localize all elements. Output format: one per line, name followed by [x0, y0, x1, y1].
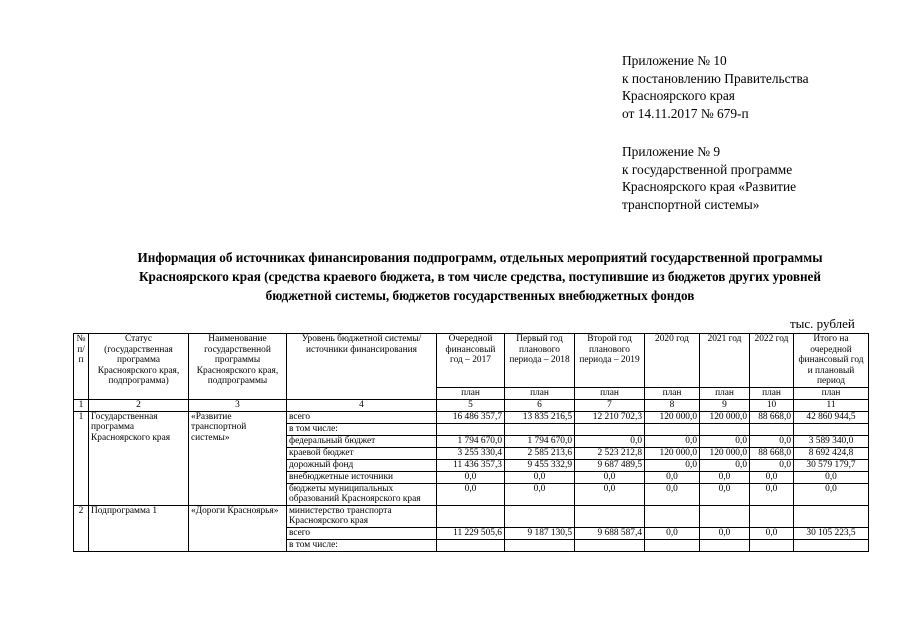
- column-number: 5: [437, 399, 505, 411]
- row-level: краевой бюджет: [287, 447, 437, 459]
- row-level: внебюджетные источники: [287, 471, 437, 483]
- row-level: министерство транспорта Красноярского края: [287, 505, 437, 527]
- document-title: [40, 248, 905, 305]
- header-2020: 2020 год: [645, 334, 700, 388]
- value-total: 8 692 424,8: [794, 447, 869, 459]
- row-status: Государственная программа Красноярского края: [89, 411, 189, 505]
- value-total: [794, 505, 869, 527]
- value-2021: 0,0: [700, 471, 750, 483]
- header-plan: план: [700, 387, 750, 399]
- value-2019: 0,0: [575, 471, 645, 483]
- header-level: Уровень бюджетной системы/ источники финансирования: [287, 334, 437, 400]
- column-number: 10: [750, 399, 794, 411]
- row-number: 2: [74, 505, 89, 551]
- appendix-9-line: Приложение № 9: [622, 144, 721, 159]
- appendix-10-line: к постановлению Правительства: [622, 70, 809, 86]
- value-2021: [700, 539, 750, 551]
- appendix-9-line: к государственной программе: [622, 161, 793, 177]
- value-2021: 0,0: [700, 527, 750, 539]
- value-2022: 0,0: [750, 435, 794, 447]
- value-2020: [645, 423, 700, 435]
- column-number: 11: [794, 399, 869, 411]
- header-plan: план: [437, 387, 505, 399]
- header-plan: план: [750, 387, 794, 399]
- value-2021: [700, 505, 750, 527]
- title-line: Красноярского края (средства краевого бюджета, в том числе средства, поступившие из бюджетов других уровней: [139, 269, 821, 284]
- column-number: 9: [700, 399, 750, 411]
- value-2022: [750, 423, 794, 435]
- value-2017: [437, 539, 505, 551]
- value-2018: [505, 505, 575, 527]
- value-2018: [505, 423, 575, 435]
- value-total: [794, 423, 869, 435]
- value-2020: 0,0: [645, 435, 700, 447]
- units-label: тыс. рублей: [790, 316, 855, 331]
- value-2017: 1 794 670,0: [437, 435, 505, 447]
- value-2017: 0,0: [437, 483, 505, 505]
- table-row: [74, 411, 869, 423]
- column-number: 2: [89, 399, 189, 411]
- row-name: «Дороги Красноярья»: [189, 505, 287, 551]
- header-2017: Очередной финансовый год – 2017: [437, 334, 505, 388]
- header-plan: план: [575, 387, 645, 399]
- value-2019: 0,0: [575, 435, 645, 447]
- value-2020: 0,0: [645, 483, 700, 505]
- value-2021: 0,0: [700, 435, 750, 447]
- header-2019: Второй год планового периода – 2019: [575, 334, 645, 388]
- value-2018: 0,0: [505, 483, 575, 505]
- value-total: 3 589 340,0: [794, 435, 869, 447]
- header-total: Итого на очередной финансовый год и плановый период: [794, 334, 869, 388]
- value-2020: 0,0: [645, 471, 700, 483]
- value-2022: 88 668,0: [750, 447, 794, 459]
- value-2021: [700, 423, 750, 435]
- row-level: федеральный бюджет: [287, 435, 437, 447]
- value-2022: 0,0: [750, 483, 794, 505]
- value-2018: 9 187 130,5: [505, 527, 575, 539]
- value-2019: 12 210 702,3: [575, 411, 645, 423]
- value-total: 42 860 944,5: [794, 411, 869, 423]
- header-2022: 2022 год: [750, 334, 794, 388]
- column-number: 6: [505, 399, 575, 411]
- header-name: Наименование государственной программы Красноярского края, подпрограммы: [189, 334, 287, 400]
- value-2020: [645, 505, 700, 527]
- header-num: № п/п: [74, 334, 89, 400]
- value-2017: 16 486 357,7: [437, 411, 505, 423]
- row-level: бюджеты муниципальных образований Красноярского края: [287, 483, 437, 505]
- value-2021: 120 000,0: [700, 411, 750, 423]
- value-2019: 2 523 212,8: [575, 447, 645, 459]
- header-2021: 2021 год: [700, 334, 750, 388]
- row-level: в том числе:: [287, 423, 437, 435]
- row-level: всего: [287, 527, 437, 539]
- header-plan: план: [505, 387, 575, 399]
- row-level: в том числе:: [287, 539, 437, 551]
- value-2019: 0,0: [575, 483, 645, 505]
- value-2017: 11 436 357,3: [437, 459, 505, 471]
- value-2019: 9 688 587,4: [575, 527, 645, 539]
- appendix-9-block: [622, 143, 796, 213]
- value-2017: 11 229 505,6: [437, 527, 505, 539]
- value-2022: 0,0: [750, 459, 794, 471]
- column-number: 3: [189, 399, 287, 411]
- row-level: всего: [287, 411, 437, 423]
- row-level: дорожный фонд: [287, 459, 437, 471]
- value-2020: 120 000,0: [645, 411, 700, 423]
- appendix-10-line: Красноярского края: [622, 88, 735, 103]
- appendix-9-line: Красноярского края «Развитие: [622, 179, 797, 194]
- row-status: Подпрограмма 1: [89, 505, 189, 551]
- appendix-10-line: Приложение № 10: [622, 53, 727, 68]
- value-2022: [750, 505, 794, 527]
- value-2019: [575, 539, 645, 551]
- column-number-row: [74, 399, 869, 411]
- column-number: 7: [575, 399, 645, 411]
- column-number: 1: [74, 399, 89, 411]
- appendix-10-block: [622, 52, 809, 122]
- column-number: 8: [645, 399, 700, 411]
- value-2018: 0,0: [505, 471, 575, 483]
- value-total: [794, 539, 869, 551]
- value-2021: 0,0: [700, 483, 750, 505]
- value-2019: [575, 423, 645, 435]
- value-total: 30 105 223,5: [794, 527, 869, 539]
- appendix-10-line: от 14.11.2017 № 679-п: [622, 105, 749, 121]
- value-2020: 0,0: [645, 459, 700, 471]
- value-2021: 0,0: [700, 459, 750, 471]
- value-total: 30 579 179,7: [794, 459, 869, 471]
- value-total: 0,0: [794, 483, 869, 505]
- value-2018: 13 835 216,5: [505, 411, 575, 423]
- value-2018: 9 455 332,9: [505, 459, 575, 471]
- value-2022: 88 668,0: [750, 411, 794, 423]
- column-number: 4: [287, 399, 437, 411]
- value-2022: 0,0: [750, 527, 794, 539]
- appendix-9-line: транспортной системы»: [622, 196, 760, 212]
- header-2018: Первый год планового периода – 2018: [505, 334, 575, 388]
- value-2019: 9 687 489,5: [575, 459, 645, 471]
- value-2018: [505, 539, 575, 551]
- title-line: бюджетной системы, бюджетов государственных внебюджетных фондов: [265, 288, 695, 303]
- header-plan: план: [794, 387, 869, 399]
- value-2022: 0,0: [750, 471, 794, 483]
- value-2021: 120 000,0: [700, 447, 750, 459]
- value-2018: 2 585 213,6: [505, 447, 575, 459]
- value-2017: 0,0: [437, 471, 505, 483]
- table-row: [74, 505, 869, 527]
- header-row: [74, 334, 869, 388]
- value-2022: [750, 539, 794, 551]
- value-total: 0,0: [794, 471, 869, 483]
- financing-table: [73, 333, 869, 552]
- value-2020: [645, 539, 700, 551]
- value-2020: 120 000,0: [645, 447, 700, 459]
- value-2017: 3 255 330,4: [437, 447, 505, 459]
- value-2018: 1 794 670,0: [505, 435, 575, 447]
- header-status: Статус (государственная программа Красноярского края, подпрограмма): [89, 334, 189, 400]
- row-number: 1: [74, 411, 89, 505]
- value-2020: 0,0: [645, 527, 700, 539]
- header-plan: план: [645, 387, 700, 399]
- row-name: «Развитие транспортной системы»: [189, 411, 287, 505]
- value-2019: [575, 505, 645, 527]
- title-line: Информация об источниках финансирования подпрограмм, отдельных мероприятий государственной программы: [137, 250, 823, 265]
- value-2017: [437, 423, 505, 435]
- value-2017: [437, 505, 505, 527]
